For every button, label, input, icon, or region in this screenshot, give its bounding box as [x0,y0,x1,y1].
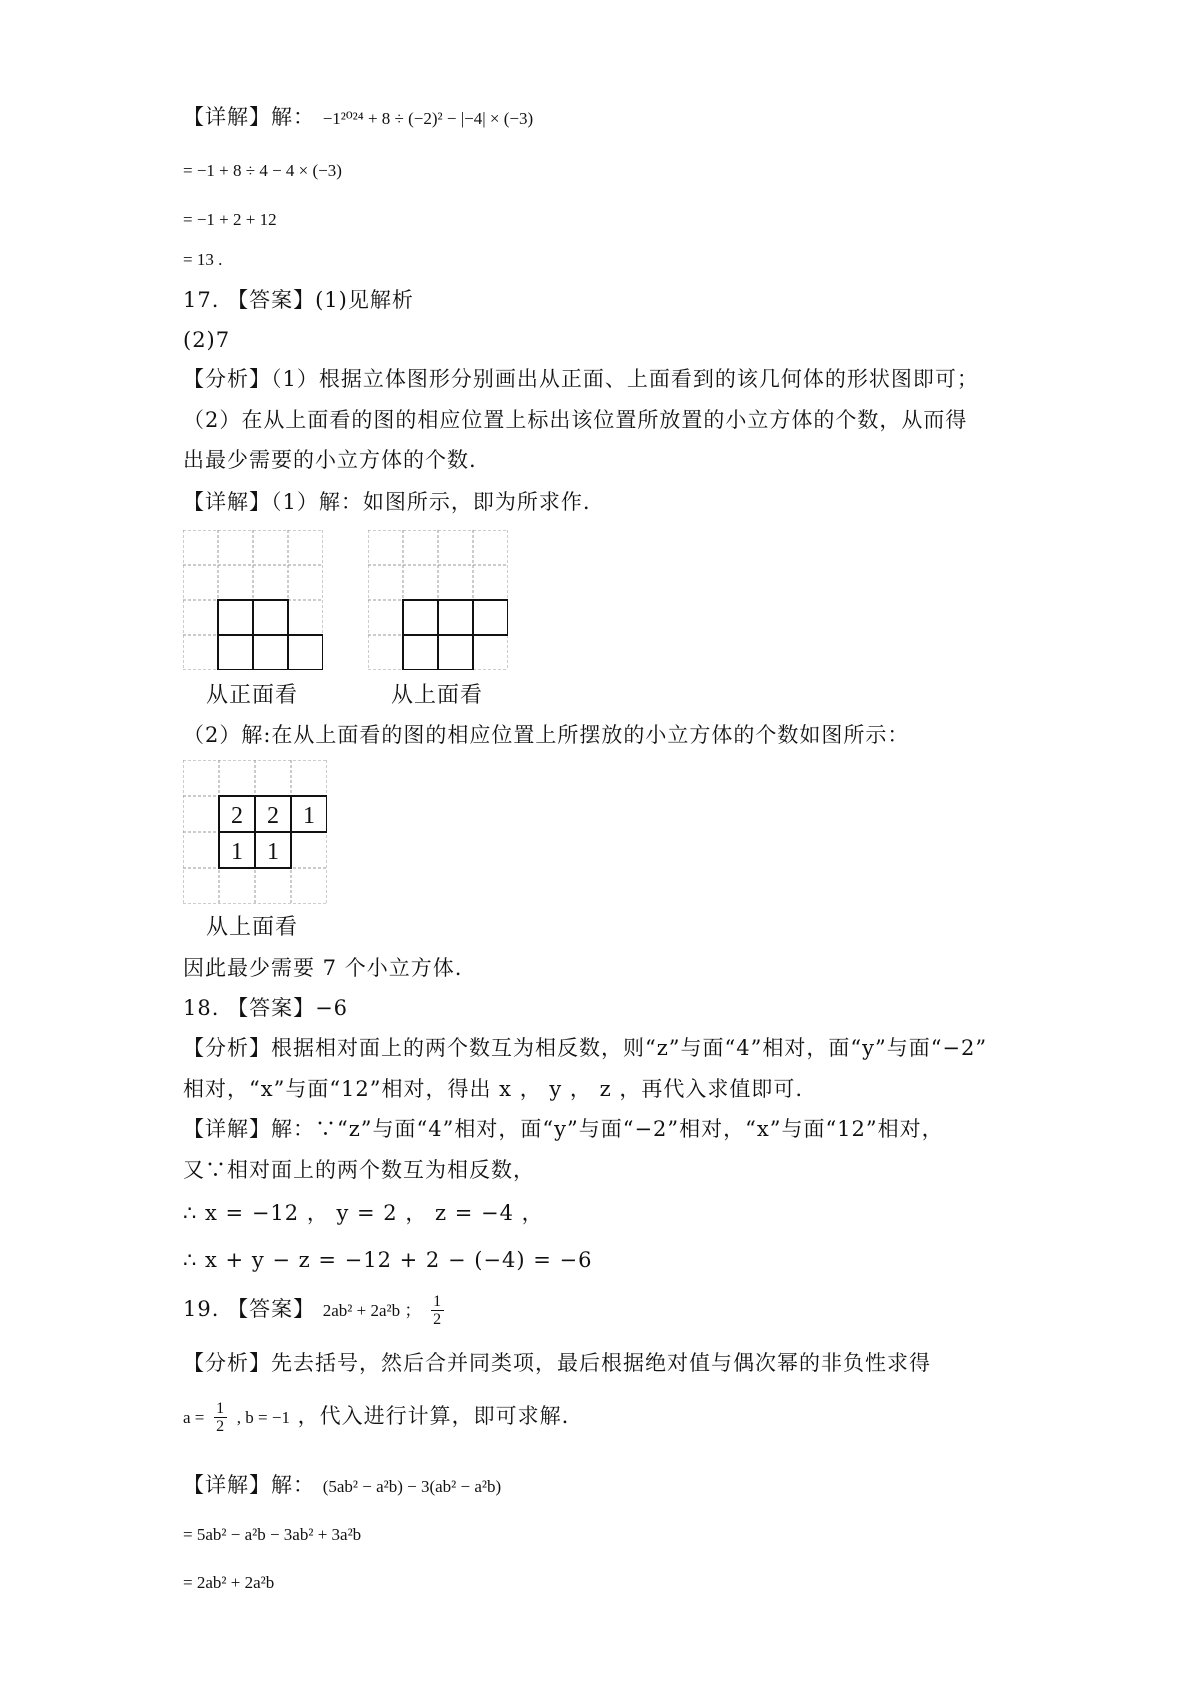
top-view-count-caption: 从上面看 [206,915,299,940]
q17-analysis-2: （2）在从上面看的图的相应位置上标出该位置所放置的小立方体的个数，从而得 [183,408,968,432]
q18-detail-2: 又∵相对面上的两个数互为相反数， [183,1158,535,1182]
fraction-denominator: 2 [433,1311,443,1328]
q17-answer-2: (2)7 [183,328,231,352]
fraction-numerator: 1 [433,1293,443,1310]
top-view-caption: 从上面看 [391,683,484,708]
expression: −1²⁰²⁴ + 8 ÷ (−2)² − |−4| × (−3) [322,109,534,128]
q19-expression: (5ab² − a²b) − 3(ab² − a²b) [322,1477,502,1496]
q17-analysis-3: 出最少需要的小立方体的个数. [183,448,477,472]
q19-answer-expr: 2ab² + 2a²b ； [322,1301,422,1320]
q19-detail [183,1470,501,1502]
fraction-denominator: 2 [216,1418,226,1435]
solution-line-2: = −1 + 8 ÷ 4 − 4 × (−3) [183,161,342,180]
top-view-grid [368,530,508,670]
q18-analysis-2: 相对，“x”与面“12”相对，得出 x ， y ， z ，再代入求值即可. [183,1077,804,1101]
q18-answer: 18. 【答案】−6 [183,996,349,1020]
q19-step-2: = 2ab² + 2a²b [183,1573,275,1592]
q18-detail-4: ∴ x + y − z = −12 + 2 − (−4) = −6 [183,1248,593,1272]
q17-detail: 【详解】（1）解：如图所示，即为所求作. [183,490,591,514]
q19-a-fraction [214,1400,227,1435]
q18-detail-3: ∴ x = −12 ， y = 2 ， z = −4 ， [183,1201,544,1225]
q19-step-1: = 5ab² − a²b − 3ab² + 3a²b [183,1525,362,1544]
solution-line-3: = −1 + 2 + 12 [183,210,277,229]
q19-answer [183,1293,446,1328]
count-cell: 2 [267,803,279,829]
fraction-numerator: 1 [216,1400,226,1417]
q19-answer-label: 19. 【答案】 [183,1297,316,1321]
q19-answer-fraction [431,1293,444,1328]
count-cell: 1 [267,839,279,865]
top-view-count-grid [183,760,327,904]
q19-analysis-tail: ，代入进行计算，即可求解. [297,1404,570,1428]
q17-answer: 17. 【答案】(1)见解析 [183,288,414,312]
detail-label: 【详解】解： [183,1473,315,1497]
q17-conclusion: 因此最少需要 7 个小立方体. [183,956,463,980]
q17-detail-2: （2）解:在从上面看的图的相应位置上所摆放的小立方体的个数如图所示： [183,723,910,747]
q18-analysis: 【分析】根据相对面上的两个数互为相反数，则“z”与面“4”相对，面“y”与面“−2” [183,1036,988,1060]
q17-analysis: 【分析】（1）根据立体图形分别画出从正面、上面看到的该几何体的形状图即可； [183,367,979,391]
front-view-grid [183,530,323,670]
front-view-caption: 从正面看 [206,683,299,708]
q19-a-value: a = [183,1408,205,1427]
solution-line-4: = 13 . [183,250,223,269]
q19-b-value: , b = −1 [236,1408,290,1427]
q19-analysis: 【分析】先去括号，然后合并同类项，最后根据绝对值与偶次幂的非负性求得 [183,1351,931,1375]
count-cell: 1 [303,803,315,829]
solution-line-1 [183,102,533,134]
q18-detail: 【详解】解：∵“z”与面“4”相对，面“y”与面“−2”相对，“x”与面“12”相对， [183,1117,944,1141]
q19-analysis-2 [183,1400,569,1435]
detail-label: 【详解】解： [183,105,315,129]
count-cell: 1 [231,839,243,865]
count-cell: 2 [231,803,243,829]
